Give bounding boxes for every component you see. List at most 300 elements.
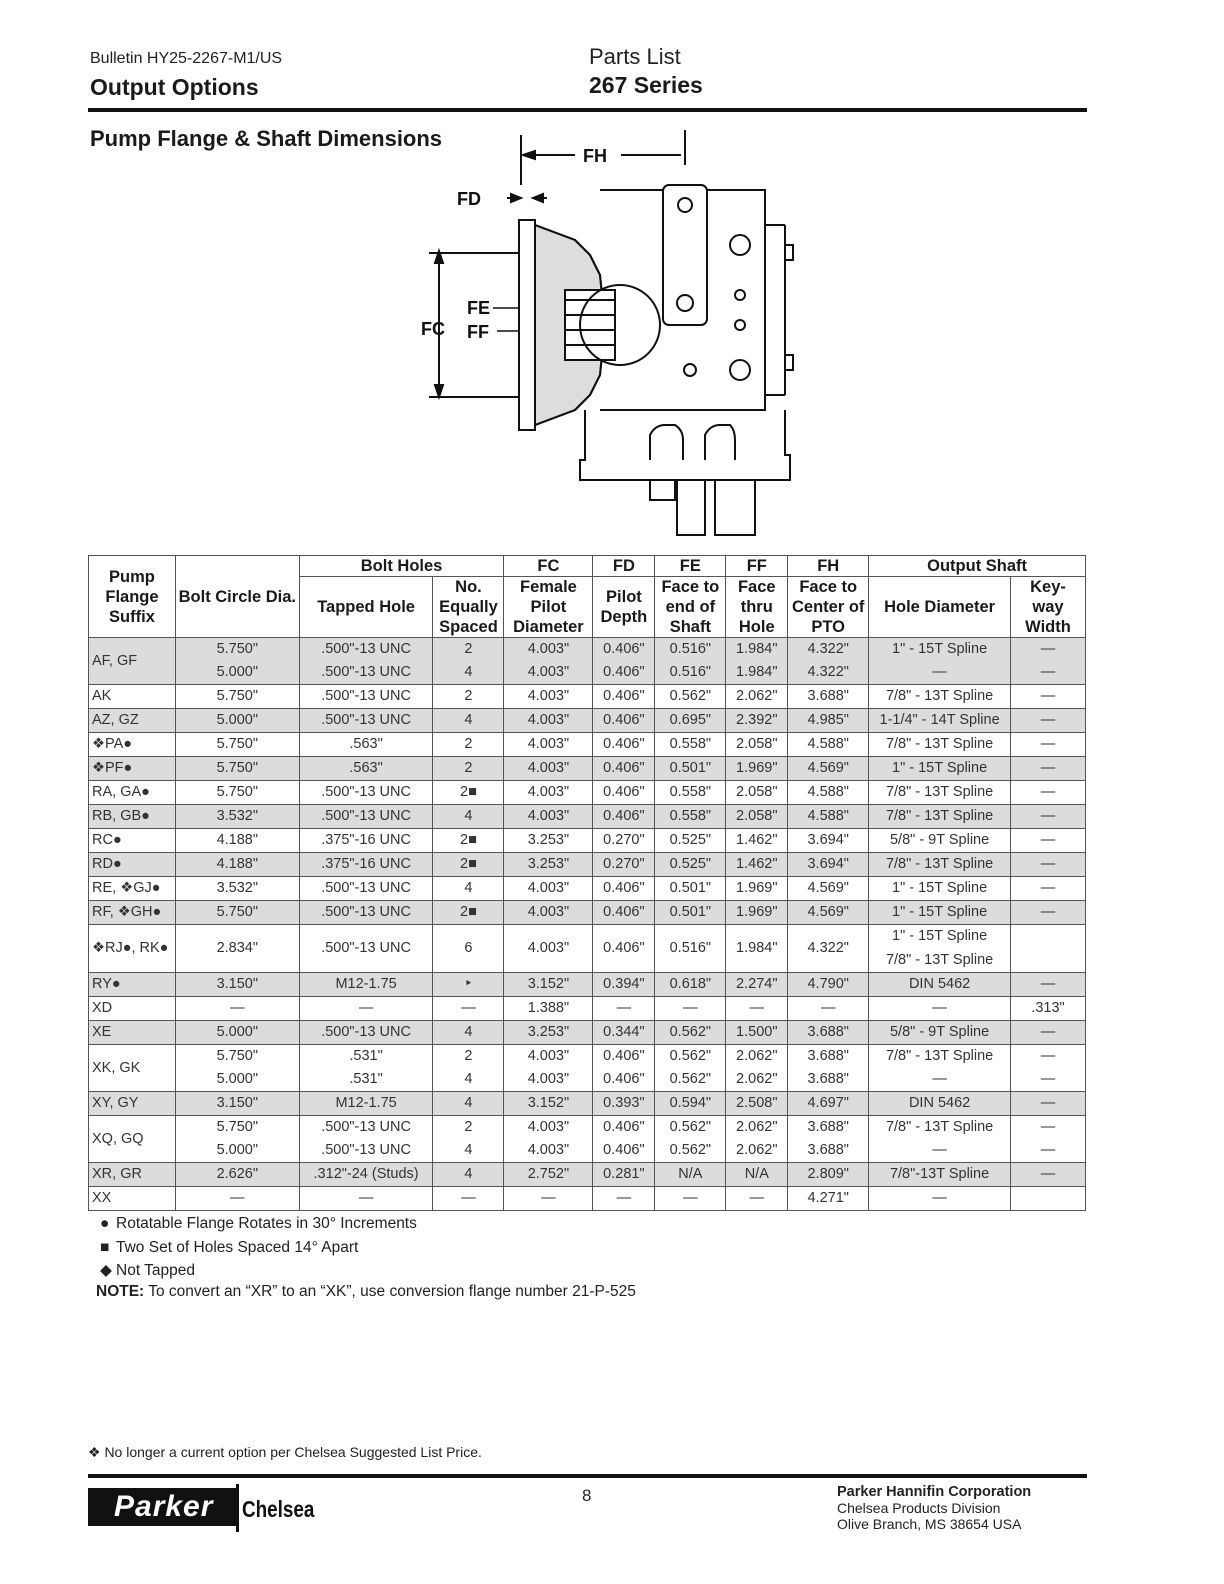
table-cell: .500"-13 UNC xyxy=(299,638,433,662)
cell-flange-suffix: RB, GB● xyxy=(89,805,176,829)
section-title: Output Options xyxy=(90,74,259,100)
cell-flange-suffix: XX xyxy=(89,1187,176,1211)
table-cell: 5.000" xyxy=(175,661,299,685)
table-row xyxy=(89,638,1086,662)
table-cell: 1.984" xyxy=(726,661,788,685)
header-right xyxy=(589,44,703,99)
table-cell: — xyxy=(1010,781,1085,805)
logo-divider xyxy=(236,1484,239,1532)
table-cell: 3.694" xyxy=(788,853,869,877)
table-cell xyxy=(1010,925,1085,973)
table-cell: — xyxy=(1010,1139,1085,1163)
table-cell: 1.969" xyxy=(726,877,788,901)
table-cell: 0.594" xyxy=(655,1092,726,1116)
legend-item xyxy=(100,1212,417,1236)
col-header-suffix: Pump Flange Suffix xyxy=(89,556,176,638)
table-cell: 2.392" xyxy=(726,709,788,733)
table-cell: 2.062" xyxy=(726,1068,788,1092)
table-cell: 1.388" xyxy=(504,997,593,1021)
table-cell: 0.406" xyxy=(593,757,655,781)
page-subtitle: Pump Flange & Shaft Dimensions xyxy=(90,126,443,151)
parker-chelsea-logo xyxy=(88,1484,328,1544)
table-cell: 0.558" xyxy=(655,781,726,805)
table-cell: 4.003" xyxy=(504,901,593,925)
table-cell: 3.152" xyxy=(504,1092,593,1116)
table-cell: 5.750" xyxy=(175,781,299,805)
table-cell: 0.393" xyxy=(593,1092,655,1116)
table-cell: 5.000" xyxy=(175,1068,299,1092)
table-cell: 1.984" xyxy=(726,638,788,662)
table-cell: 7/8" - 13T Spline xyxy=(869,733,1011,757)
table-cell: 4.003" xyxy=(504,805,593,829)
table-cell: 3.532" xyxy=(175,877,299,901)
table-cell: .531" xyxy=(299,1068,433,1092)
table-cell: — xyxy=(175,1187,299,1211)
bulletin-number: Bulletin HY25-2267-M1/US xyxy=(90,50,283,67)
table-cell: — xyxy=(504,1187,593,1211)
table-row xyxy=(89,685,1086,709)
cell-flange-suffix: RF, ❖GH● xyxy=(89,901,176,925)
table-cell: N/A xyxy=(655,1163,726,1187)
table-cell: 5.000" xyxy=(175,1021,299,1045)
table-cell: .313" xyxy=(1010,997,1085,1021)
legend-item xyxy=(100,1236,417,1260)
table-cell: 2■ xyxy=(433,901,504,925)
col-header-ff: FF xyxy=(726,556,788,577)
table-cell: 0.558" xyxy=(655,733,726,757)
table-cell: 0.618" xyxy=(655,973,726,997)
table-cell: 4.003" xyxy=(504,877,593,901)
table-row xyxy=(89,1139,1086,1163)
table-cell: 4.003" xyxy=(504,1139,593,1163)
table-cell: 7/8" - 13T Spline xyxy=(869,781,1011,805)
table-cell: 2.508" xyxy=(726,1092,788,1116)
table-cell: 5.750" xyxy=(175,901,299,925)
table-cell: 0.562" xyxy=(655,1068,726,1092)
legend-text: Two Set of Holes Spaced 14° Apart xyxy=(116,1238,359,1256)
table-cell: 1.462" xyxy=(726,853,788,877)
table-cell: 4.003" xyxy=(504,661,593,685)
table-cell: 3.253" xyxy=(504,1021,593,1045)
cell-flange-suffix: AZ, GZ xyxy=(89,709,176,733)
table-cell: — xyxy=(869,661,1011,685)
col-header-fe: FE xyxy=(655,556,726,577)
table-cell: — xyxy=(1010,733,1085,757)
table-row xyxy=(89,925,1086,973)
cell-flange-suffix: XD xyxy=(89,997,176,1021)
table-cell: 0.406" xyxy=(593,733,655,757)
table-cell: 4 xyxy=(433,709,504,733)
table-cell: — xyxy=(299,997,433,1021)
table-cell: 4.271" xyxy=(788,1187,869,1211)
table-cell: 2 xyxy=(433,1116,504,1140)
table-row xyxy=(89,1187,1086,1211)
table-cell: 0.562" xyxy=(655,1116,726,1140)
table-row xyxy=(89,877,1086,901)
table-cell: — xyxy=(1010,757,1085,781)
table-cell: 0.406" xyxy=(593,1068,655,1092)
table-cell: 3.688" xyxy=(788,1139,869,1163)
cell-flange-suffix: ❖RJ●, RK● xyxy=(89,925,176,973)
table-cell: 4.003" xyxy=(504,781,593,805)
table-row xyxy=(89,1163,1086,1187)
table-cell: 0.270" xyxy=(593,853,655,877)
table-cell: .500"-13 UNC xyxy=(299,805,433,829)
table-cell: .500"-13 UNC xyxy=(299,709,433,733)
table-cell: 0.501" xyxy=(655,757,726,781)
footer-rule xyxy=(88,1474,1087,1478)
table-cell: 2 xyxy=(433,685,504,709)
table-cell: 2.626" xyxy=(175,1163,299,1187)
col-header-fd: FD xyxy=(593,556,655,577)
table-cell: 0.695" xyxy=(655,709,726,733)
table-cell: 7/8" - 13T Spline xyxy=(869,1045,1011,1069)
table-cell: 4 xyxy=(433,1139,504,1163)
table-cell: 3.152" xyxy=(504,973,593,997)
col-header-keyway-width: Key- way Width xyxy=(1010,577,1085,638)
table-cell: — xyxy=(299,1187,433,1211)
table-cell: 4.003" xyxy=(504,709,593,733)
table-cell: 3.688" xyxy=(788,1068,869,1092)
legend-text: Not Tapped xyxy=(116,1262,195,1279)
table-cell: 5/8" - 9T Spline xyxy=(869,829,1011,853)
table-cell: 4 xyxy=(433,1163,504,1187)
table-cell: 0.516" xyxy=(655,638,726,662)
table-cell: — xyxy=(1010,1092,1085,1116)
table-cell: 4 xyxy=(433,1021,504,1045)
table-cell: .500"-13 UNC xyxy=(299,1139,433,1163)
table-cell: 4.003" xyxy=(504,1068,593,1092)
table-cell: 2 xyxy=(433,757,504,781)
table-cell: 0.406" xyxy=(593,685,655,709)
header-rule xyxy=(88,108,1087,112)
cell-line: 7/8" - 13T Spline xyxy=(885,951,994,968)
table-cell: — xyxy=(1010,661,1085,685)
table-cell: 4.569" xyxy=(788,757,869,781)
table-cell: — xyxy=(593,997,655,1021)
conversion-note xyxy=(96,1283,636,1301)
table-cell: 1" - 15T Spline xyxy=(869,757,1011,781)
table-cell: 4.188" xyxy=(175,829,299,853)
table-cell: — xyxy=(869,1187,1011,1211)
col-header-fc-desc: Female Pilot Diameter xyxy=(504,577,593,638)
table-cell: 1.984" xyxy=(726,925,788,973)
table-row xyxy=(89,829,1086,853)
table-cell: .563" xyxy=(299,757,433,781)
table-cell: 3.253" xyxy=(504,853,593,877)
table-cell: .375"-16 UNC xyxy=(299,829,433,853)
legend-symbol: ● xyxy=(100,1215,110,1232)
legend-text: Rotatable Flange Rotates in 30° Increments xyxy=(116,1215,417,1232)
table-cell: 4.588" xyxy=(788,805,869,829)
table-row xyxy=(89,1116,1086,1140)
table-row xyxy=(89,997,1086,1021)
table-cell: 0.501" xyxy=(655,877,726,901)
table-cell: 1" - 15T Spline xyxy=(869,901,1011,925)
table-cell: .500"-13 UNC xyxy=(299,925,433,973)
table-cell: — xyxy=(726,997,788,1021)
table-cell: 4.188" xyxy=(175,853,299,877)
table-cell: 7/8" - 13T Spline xyxy=(869,853,1011,877)
footnote: ❖ No longer a current option per Chelsea Suggested List Price. xyxy=(88,1444,482,1460)
table-cell: 5.000" xyxy=(175,709,299,733)
flange-dimensions-table xyxy=(88,555,1086,1211)
table-cell: 3.688" xyxy=(788,1045,869,1069)
table-cell: .500"-13 UNC xyxy=(299,781,433,805)
table-cell: 2.058" xyxy=(726,733,788,757)
table-cell: 4 xyxy=(433,805,504,829)
col-header-ff-desc: Face thru Hole xyxy=(726,577,788,638)
table-cell: 4.003" xyxy=(504,685,593,709)
table-cell: 4.790" xyxy=(788,973,869,997)
cell-flange-suffix: XY, GY xyxy=(89,1092,176,1116)
table-cell: .500"-13 UNC xyxy=(299,685,433,709)
col-header-no-equally-spaced: No. Equally Spaced xyxy=(433,577,504,638)
table-cell: — xyxy=(1010,901,1085,925)
table-cell: 0.344" xyxy=(593,1021,655,1045)
cell-flange-suffix: RY● xyxy=(89,973,176,997)
table-cell: 2■ xyxy=(433,829,504,853)
header-left xyxy=(90,50,282,101)
table-cell: DIN 5462 xyxy=(869,973,1011,997)
table-cell: 0.501" xyxy=(655,901,726,925)
table-cell: — xyxy=(1010,829,1085,853)
cell-flange-suffix: RC● xyxy=(89,829,176,853)
table-cell: 0.525" xyxy=(655,829,726,853)
table-cell: 2.752" xyxy=(504,1163,593,1187)
table-cell: 0.562" xyxy=(655,1021,726,1045)
cell-flange-suffix: AF, GF xyxy=(89,638,176,685)
table-cell xyxy=(1010,1187,1085,1211)
table-cell: 2.062" xyxy=(726,1116,788,1140)
col-header-fh-desc: Face to Center of PTO xyxy=(788,577,869,638)
table-cell: 0.406" xyxy=(593,781,655,805)
table-cell: 0.558" xyxy=(655,805,726,829)
table-cell: 3.532" xyxy=(175,805,299,829)
table-cell: M12-1.75 xyxy=(299,1092,433,1116)
table-cell: 2.834" xyxy=(175,925,299,973)
table-cell: 4 xyxy=(433,1092,504,1116)
table-cell: 4.003" xyxy=(504,925,593,973)
table-row xyxy=(89,1045,1086,1069)
table-cell: 5.750" xyxy=(175,685,299,709)
table-cell: 5.750" xyxy=(175,733,299,757)
col-header-output-shaft: Output Shaft xyxy=(869,556,1086,577)
table-row xyxy=(89,1021,1086,1045)
table-row xyxy=(89,781,1086,805)
table-cell: 7/8" - 13T Spline xyxy=(869,685,1011,709)
table-cell: 4.588" xyxy=(788,733,869,757)
table-cell: 0.406" xyxy=(593,1139,655,1163)
table-cell: — xyxy=(1010,973,1085,997)
col-header-fe-desc: Face to end of Shaft xyxy=(655,577,726,638)
table-cell: 4.003" xyxy=(504,733,593,757)
table-cell: — xyxy=(1010,685,1085,709)
table-cell: 3.150" xyxy=(175,1092,299,1116)
cell-flange-suffix: RD● xyxy=(89,853,176,877)
corp-name: Parker Hannifin Corporation xyxy=(837,1484,1032,1500)
chelsea-logo: Chelsea xyxy=(242,1496,315,1522)
table-row xyxy=(89,733,1086,757)
table-cell: 1" - 15T Spline xyxy=(869,877,1011,901)
table-cell: 0.406" xyxy=(593,925,655,973)
table-cell: 3.688" xyxy=(788,1021,869,1045)
col-header-fc: FC xyxy=(504,556,593,577)
table-cell: 2 xyxy=(433,733,504,757)
cell-line: 1" - 15T Spline xyxy=(892,928,988,944)
table-cell: 3.688" xyxy=(788,685,869,709)
table-cell: 2■ xyxy=(433,781,504,805)
series-title: 267 Series xyxy=(589,72,703,98)
table-cell: — xyxy=(433,1187,504,1211)
pump-flange-drawing xyxy=(415,125,815,545)
legend-symbol: ■ xyxy=(100,1238,110,1256)
table-cell: 4.588" xyxy=(788,781,869,805)
table-cell: — xyxy=(433,997,504,1021)
col-header-bolt-holes: Bolt Holes xyxy=(299,556,504,577)
cell-flange-suffix: XK, GK xyxy=(89,1045,176,1092)
table-cell: .500"-13 UNC xyxy=(299,877,433,901)
table-cell: DIN 5462 xyxy=(869,1092,1011,1116)
corp-address: Olive Branch, MS 38654 USA xyxy=(837,1516,1022,1532)
table-cell: 0.516" xyxy=(655,661,726,685)
cell-flange-suffix: ❖PF● xyxy=(89,757,176,781)
table-cell: 0.562" xyxy=(655,685,726,709)
drawing-label-ff: FF xyxy=(467,322,489,342)
table-cell: 0.281" xyxy=(593,1163,655,1187)
table-cell: — xyxy=(726,1187,788,1211)
cell-flange-suffix: XQ, GQ xyxy=(89,1116,176,1163)
table-cell: — xyxy=(1010,853,1085,877)
table-cell: 2.062" xyxy=(726,1045,788,1069)
table-cell: 7/8"-13T Spline xyxy=(869,1163,1011,1187)
cell-flange-suffix: XE xyxy=(89,1021,176,1045)
table-cell: — xyxy=(788,997,869,1021)
table-cell: 0.406" xyxy=(593,877,655,901)
table-cell: 4 xyxy=(433,1068,504,1092)
table-cell: — xyxy=(1010,709,1085,733)
table-cell: .531" xyxy=(299,1045,433,1069)
table-cell: 4.569" xyxy=(788,901,869,925)
table-cell: — xyxy=(1010,1163,1085,1187)
col-header-fd-desc: Pilot Depth xyxy=(593,577,655,638)
table-cell: — xyxy=(1010,1116,1085,1140)
table-cell: 5.750" xyxy=(175,757,299,781)
table-cell: 0.406" xyxy=(593,805,655,829)
table-cell: 0.525" xyxy=(655,853,726,877)
col-header-fh: FH xyxy=(788,556,869,577)
table-cell: 4 xyxy=(433,661,504,685)
table-row xyxy=(89,661,1086,685)
table-cell: 0.406" xyxy=(593,709,655,733)
table-cell: 5.000" xyxy=(175,1139,299,1163)
table-cell: — xyxy=(655,997,726,1021)
table-cell: 3.253" xyxy=(504,829,593,853)
table-cell: 3.694" xyxy=(788,829,869,853)
cell-flange-suffix: RA, GA● xyxy=(89,781,176,805)
doc-type: Parts List xyxy=(589,44,681,69)
legend-item xyxy=(100,1259,417,1283)
table-cell: 1.500" xyxy=(726,1021,788,1045)
table-cell: 2 xyxy=(433,1045,504,1069)
table-cell: — xyxy=(869,997,1011,1021)
legend-symbol: ◆ xyxy=(100,1262,112,1279)
table-cell: — xyxy=(869,1139,1011,1163)
table-cell: 4.003" xyxy=(504,1116,593,1140)
drawing-label-fe: FE xyxy=(467,298,491,318)
table-cell: 4.322" xyxy=(788,638,869,662)
table-cell: 4.003" xyxy=(504,1045,593,1069)
table-cell: 4.322" xyxy=(788,925,869,973)
table-cell: 2 xyxy=(433,638,504,662)
table-cell: 6 xyxy=(433,925,504,973)
table-cell: 7/8" - 13T Spline xyxy=(869,1116,1011,1140)
table-cell: .500"-13 UNC xyxy=(299,901,433,925)
cell-flange-suffix: RE, ❖GJ● xyxy=(89,877,176,901)
table-cell: 3.150" xyxy=(175,973,299,997)
table-cell: 5.750" xyxy=(175,1116,299,1140)
table-cell: 0.406" xyxy=(593,638,655,662)
table-cell: 4.569" xyxy=(788,877,869,901)
table-cell: .500"-13 UNC xyxy=(299,1021,433,1045)
table-cell: 0.562" xyxy=(655,1139,726,1163)
table-cell: 0.394" xyxy=(593,973,655,997)
page-number: 8 xyxy=(582,1486,592,1505)
table-cell: 0.406" xyxy=(593,661,655,685)
table-cell: .563" xyxy=(299,733,433,757)
table-cell: 2.274" xyxy=(726,973,788,997)
table-cell: 5.750" xyxy=(175,638,299,662)
note-text: To convert an “XR” to an “XK”, use conversion flange number 21-P-525 xyxy=(144,1283,636,1300)
drawing-label-fd: FD xyxy=(457,189,481,209)
table-cell: 2.809" xyxy=(788,1163,869,1187)
table-row xyxy=(89,1068,1086,1092)
col-header-tapped-hole: Tapped Hole xyxy=(299,577,433,638)
table-cell: 0.406" xyxy=(593,1116,655,1140)
table-row xyxy=(89,853,1086,877)
table-row xyxy=(89,901,1086,925)
table-row xyxy=(89,757,1086,781)
corp-division: Chelsea Products Division xyxy=(837,1500,1001,1516)
table-cell: N/A xyxy=(726,1163,788,1187)
table-cell: 0.516" xyxy=(655,925,726,973)
table-cell xyxy=(869,925,1011,973)
parker-logo: Parker xyxy=(88,1488,236,1526)
table-cell: 2■ xyxy=(433,853,504,877)
table-cell: 7/8" - 13T Spline xyxy=(869,805,1011,829)
table-cell: — xyxy=(1010,877,1085,901)
note-label: NOTE: xyxy=(96,1283,145,1300)
table-cell: 1.462" xyxy=(726,829,788,853)
col-header-bolt-circle: Bolt Circle Dia. xyxy=(175,556,299,638)
table-cell: .500"-13 UNC xyxy=(299,1116,433,1140)
table-cell: .375"-16 UNC xyxy=(299,853,433,877)
cell-flange-suffix: ❖PA● xyxy=(89,733,176,757)
table-cell: 5.750" xyxy=(175,1045,299,1069)
table-cell: 1-1/4" - 14T Spline xyxy=(869,709,1011,733)
table-cell: — xyxy=(175,997,299,1021)
table-cell: — xyxy=(655,1187,726,1211)
corporate-address xyxy=(837,1484,1031,1532)
table-cell: .312"-24 (Studs) xyxy=(299,1163,433,1187)
drawing-label-fc: FC xyxy=(421,319,445,339)
table-cell: 0.406" xyxy=(593,901,655,925)
table-cell: 2.062" xyxy=(726,685,788,709)
table-row xyxy=(89,973,1086,997)
col-header-hole-diameter: Hole Diameter xyxy=(869,577,1011,638)
table-cell: 4.697" xyxy=(788,1092,869,1116)
table-cell: — xyxy=(1010,1021,1085,1045)
